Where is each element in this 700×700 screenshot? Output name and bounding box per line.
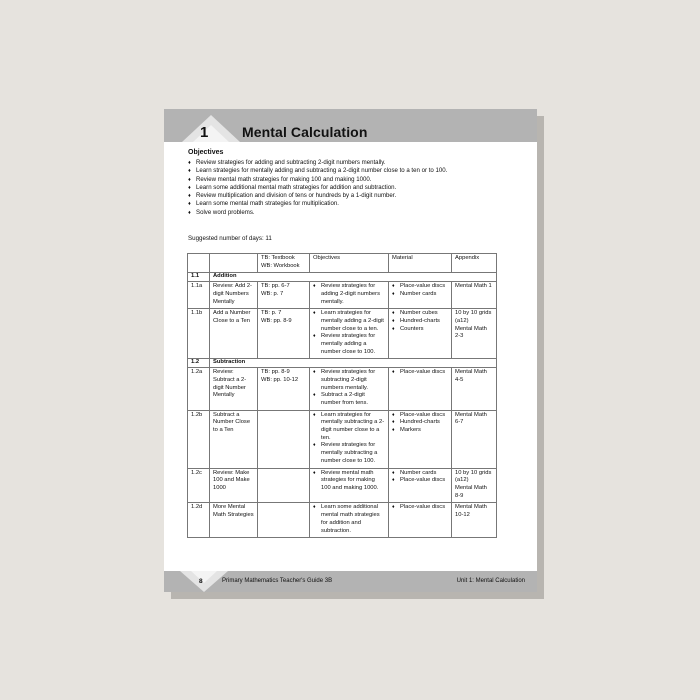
bullet-item: ♦ Review strategies for mentally adding a number close to 100. bbox=[313, 333, 385, 356]
section-row bbox=[188, 359, 497, 368]
table-row bbox=[188, 368, 497, 411]
objective-item: ♦ Learn some mental math strategies for multiplication. bbox=[188, 200, 447, 208]
objectives-heading: Objectives bbox=[188, 149, 224, 156]
page-number: 8 bbox=[199, 578, 203, 585]
section-number: 1.2 bbox=[188, 359, 210, 368]
bullet-item: ♦ Counters bbox=[392, 326, 448, 334]
bullet-item: ♦ Place-value discs bbox=[392, 504, 448, 512]
bullet-list bbox=[313, 369, 385, 408]
lesson-material bbox=[389, 503, 452, 538]
objective-item: ♦ Learn some additional mental math strategies for addition and subtraction. bbox=[188, 184, 447, 192]
bullet-list bbox=[392, 310, 448, 333]
lesson-material bbox=[389, 410, 452, 468]
header-cell bbox=[188, 254, 210, 273]
bullet-item: ♦ Review strategies for mentally subtracting a number close to 100. bbox=[313, 442, 385, 465]
lesson-objectives bbox=[310, 503, 389, 538]
lesson-appendix: Mental Math 4-5 bbox=[452, 368, 497, 411]
table-row bbox=[188, 503, 497, 538]
bullet-item: ♦ Place-value discs bbox=[392, 283, 448, 291]
lesson-id: 1.2b bbox=[188, 410, 210, 468]
objective-item: ♦ Review strategies for adding and subtracting 2-digit numbers mentally. bbox=[188, 159, 447, 167]
footer-unit-title: Unit 1: Mental Calculation bbox=[456, 578, 525, 584]
header-cell: Objectives bbox=[310, 254, 389, 273]
objective-item: ♦ Review multiplication and division of tens or hundreds by a 1-digit number. bbox=[188, 192, 447, 200]
bullet-item: ♦ Learn strategies for mentally subtracting a 2-digit number close to a ten. bbox=[313, 412, 385, 443]
lesson-appendix: Mental Math 6-7 bbox=[452, 410, 497, 468]
lesson-objectives bbox=[310, 410, 389, 468]
bullet-item: ♦ Subtract a 2-digit number from tens. bbox=[313, 392, 385, 407]
section-title: Subtraction bbox=[210, 359, 497, 368]
chapter-number: 1 bbox=[200, 124, 209, 141]
bullet-item: ♦ Review mental math strategies for making 100 and making 1000. bbox=[313, 470, 385, 493]
lesson-id: 1.2c bbox=[188, 468, 210, 503]
lesson-appendix: 10 by 10 grids (a12) Mental Math 2-3 bbox=[452, 309, 497, 359]
lesson-title: Review: Add 2-digit Numbers Mentally bbox=[210, 282, 258, 309]
lesson-material bbox=[389, 309, 452, 359]
lesson-pages bbox=[258, 503, 310, 538]
bullet-list bbox=[392, 369, 448, 377]
bullet-item: ♦ Learn some additional mental math strategies for addition and subtraction. bbox=[313, 504, 385, 535]
objectives-list bbox=[188, 159, 447, 217]
lesson-material bbox=[389, 282, 452, 309]
bullet-list bbox=[392, 470, 448, 485]
table-row bbox=[188, 410, 497, 468]
bullet-item: ♦ Place-value discs bbox=[392, 477, 448, 485]
lesson-plan-table bbox=[187, 253, 497, 538]
lesson-objectives bbox=[310, 282, 389, 309]
lesson-id: 1.2a bbox=[188, 368, 210, 411]
lesson-objectives bbox=[310, 368, 389, 411]
table-row bbox=[188, 468, 497, 503]
bullet-item: ♦ Place-value discs bbox=[392, 369, 448, 377]
bullet-list bbox=[392, 283, 448, 298]
header-cell bbox=[210, 254, 258, 273]
chapter-header bbox=[164, 109, 537, 142]
table-header-row bbox=[188, 254, 497, 273]
bullet-list bbox=[313, 310, 385, 356]
lesson-appendix: 10 by 10 grids (a12) Mental Math 8-9 bbox=[452, 468, 497, 503]
objective-item: ♦ Review mental math strategies for making 100 and making 1000. bbox=[188, 176, 447, 184]
lesson-pages bbox=[258, 410, 310, 468]
lesson-pages bbox=[258, 468, 310, 503]
page-footer bbox=[164, 571, 537, 592]
lesson-title: Add a Number Close to a Ten bbox=[210, 309, 258, 359]
bullet-item: ♦ Review strategies for subtracting 2-digit numbers mentally. bbox=[313, 369, 385, 392]
bullet-item: ♦ Hundred-charts bbox=[392, 419, 448, 427]
lesson-material bbox=[389, 368, 452, 411]
footer-book-title: Primary Mathematics Teacher's Guide 3B bbox=[222, 578, 333, 584]
header-cell: Material bbox=[389, 254, 452, 273]
suggested-days: Suggested number of days: 11 bbox=[188, 235, 272, 242]
bullet-list bbox=[313, 504, 385, 535]
lesson-pages: TB: pp. 8-9 WB: pp. 10-12 bbox=[258, 368, 310, 411]
bullet-item: ♦ Number cubes bbox=[392, 310, 448, 318]
lesson-objectives bbox=[310, 309, 389, 359]
header-cell: Appendix bbox=[452, 254, 497, 273]
bullet-item: ♦ Place-value discs bbox=[392, 412, 448, 420]
lesson-title: Subtract a Number Close to a Ten bbox=[210, 410, 258, 468]
lesson-appendix: Mental Math 1 bbox=[452, 282, 497, 309]
bullet-list bbox=[313, 283, 385, 306]
bullet-list bbox=[313, 412, 385, 466]
objective-item: ♦ Learn strategies for mentally adding and subtracting a 2-digit number close to a ten or to 100. bbox=[188, 167, 447, 175]
lesson-appendix: Mental Math 10-12 bbox=[452, 503, 497, 538]
lesson-title: More Mental Math Strategies bbox=[210, 503, 258, 538]
section-number: 1.1 bbox=[188, 273, 210, 282]
bullet-list bbox=[313, 470, 385, 493]
table-row bbox=[188, 282, 497, 309]
lesson-title: Review: Make 100 and Make 1000 bbox=[210, 468, 258, 503]
bullet-list bbox=[392, 504, 448, 512]
lesson-id: 1.2d bbox=[188, 503, 210, 538]
chapter-title: Mental Calculation bbox=[242, 124, 368, 140]
bullet-item: ♦ Number cards bbox=[392, 470, 448, 478]
lesson-material bbox=[389, 468, 452, 503]
bullet-item: ♦ Number cards bbox=[392, 291, 448, 299]
bullet-item: ♦ Markers bbox=[392, 427, 448, 435]
objective-item: ♦ Solve word problems. bbox=[188, 209, 447, 217]
document-page bbox=[164, 109, 537, 592]
table-row bbox=[188, 309, 497, 359]
section-title: Addition bbox=[210, 273, 497, 282]
bullet-item: ♦ Review strategies for adding 2-digit numbers mentally. bbox=[313, 283, 385, 306]
lesson-title: Review: Subtract a 2-digit Number Mentally bbox=[210, 368, 258, 411]
lesson-objectives bbox=[310, 468, 389, 503]
lesson-id: 1.1a bbox=[188, 282, 210, 309]
section-row bbox=[188, 273, 497, 282]
bullet-list bbox=[392, 412, 448, 435]
bullet-item: ♦ Hundred-charts bbox=[392, 318, 448, 326]
header-cell: TB: Textbook WB: Workbook bbox=[258, 254, 310, 273]
bullet-item: ♦ Learn strategies for mentally adding a 2-digit number close to a ten. bbox=[313, 310, 385, 333]
lesson-pages: TB: p. 7 WB: pp. 8-9 bbox=[258, 309, 310, 359]
lesson-pages: TB: pp. 6-7 WB: p. 7 bbox=[258, 282, 310, 309]
lesson-id: 1.1b bbox=[188, 309, 210, 359]
